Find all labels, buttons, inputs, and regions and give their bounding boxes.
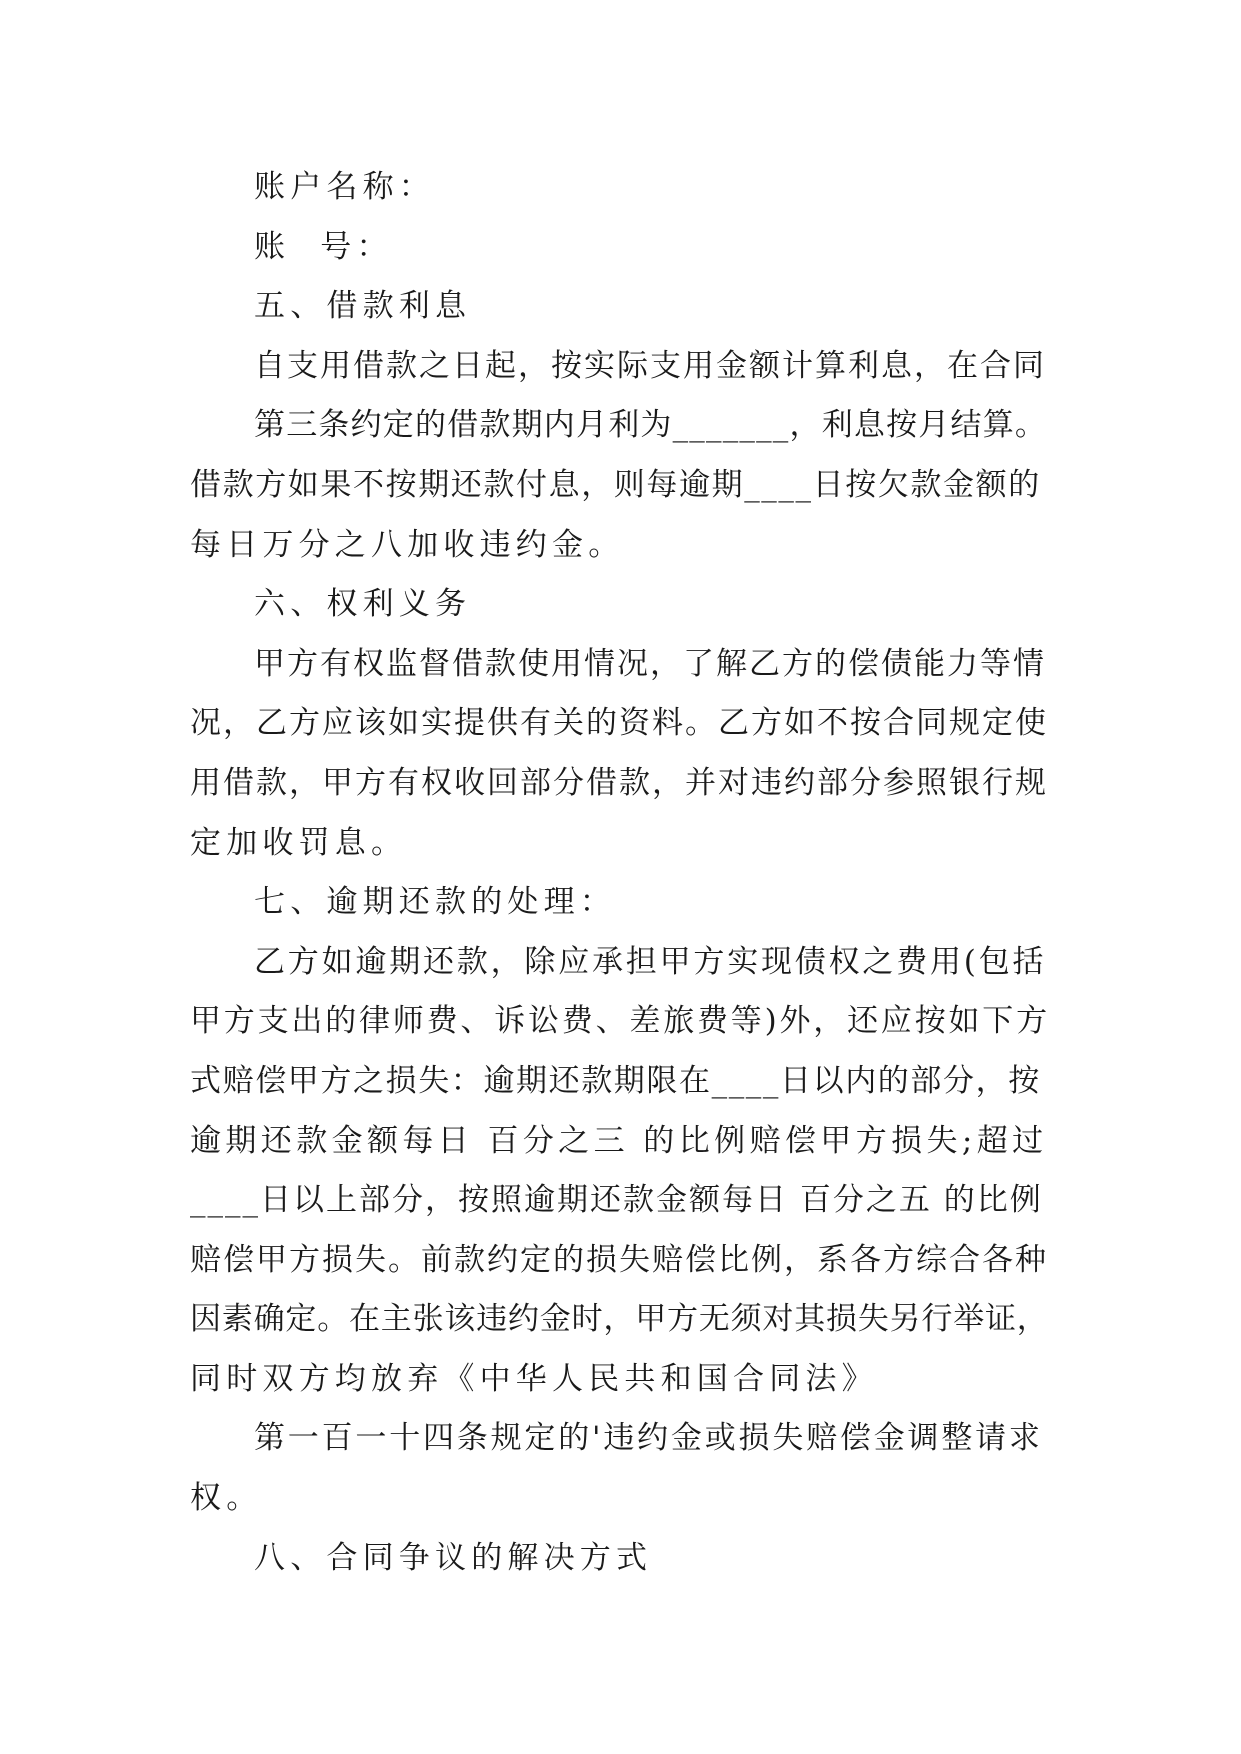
- text-line: 况，乙方应该如实提供有关的资料。乙方如不按合同规定使: [190, 705, 1048, 742]
- text-line: 式赔偿甲方之损失：逾期还款期限在____日以内的部分，按: [190, 1062, 1041, 1099]
- section-heading: 六、权利义务: [254, 586, 472, 623]
- text-line: 账户名称：: [254, 169, 435, 205]
- text-line: 逾期还款金额每日 百分之三 的比例赔偿甲方损失;超过: [190, 1122, 1048, 1159]
- text-line: 定加收罚息。: [190, 824, 408, 861]
- document-body: [190, 158, 1050, 1588]
- text-line: 因素确定。在主张该违约金时，甲方无须对其损失另行举证，: [190, 1301, 1049, 1338]
- section-heading: 八、合同争议的解决方式: [254, 1539, 653, 1576]
- text-line: 甲方有权监督借款使用情况，了解乙方的偿债能力等情: [254, 645, 1046, 682]
- text-line: 同时双方均放弃《中华人民共和国合同法》: [190, 1360, 878, 1397]
- text-line: 账 号：: [254, 228, 393, 265]
- text-line: 自支用借款之日起，按实际支用金额计算利息，在合同: [254, 347, 1046, 384]
- section-heading: 五、借款利息: [254, 288, 472, 325]
- text-line: 甲方支出的律师费、诉讼费、差旅费等)外，还应按如下方: [190, 1003, 1050, 1040]
- text-line: 用借款，甲方有权收回部分借款，并对违约部分参照银行规: [190, 764, 1048, 801]
- section-heading: 七、逾期还款的处理：: [254, 884, 616, 921]
- text-line: 每日万分之八加收违约金。: [190, 526, 625, 563]
- text-line: 乙方如逾期还款，除应承担甲方实现债权之费用(包括: [254, 943, 1047, 980]
- text-line: ____日以上部分，按照逾期还款金额每日 百分之五 的比例: [190, 1182, 1043, 1219]
- text-line: 借款方如果不按期还款付息，则每逾期____日按欠款金额的: [190, 466, 1041, 503]
- text-line: 权。: [190, 1480, 263, 1517]
- text-line: 第三条约定的借款期内月利为_______，利息按月结算。: [254, 407, 1048, 444]
- text-line: 第一百一十四条规定的'违约金或损失赔偿金调整请求: [254, 1420, 1043, 1457]
- text-line: 赔偿甲方损失。前款约定的损失赔偿比例，系各方综合各种: [190, 1241, 1048, 1278]
